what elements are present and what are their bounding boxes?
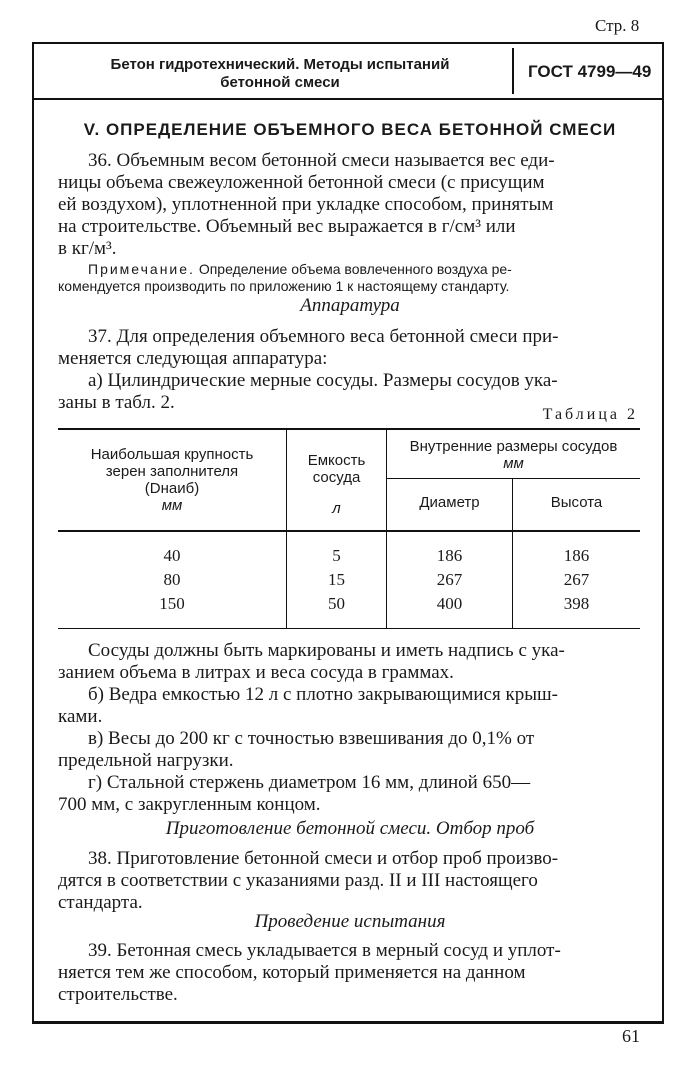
note-line: [58, 261, 640, 278]
header-divider: [512, 48, 514, 94]
paragraph-37: [58, 326, 640, 414]
text-line: 39. Бетонная смесь укладывается в мерный сосуд и уплот-: [88, 940, 561, 961]
text-line: дятся в соответствии с указаниями разд. II и III настоящего: [58, 870, 538, 891]
page-number: 61: [622, 1026, 640, 1046]
header-line: Внутренние размеры сосудов: [409, 438, 618, 455]
text-line: няется тем же способом, который применяется на данном: [58, 962, 526, 983]
text-line: меняется следующая аппаратура:: [58, 348, 328, 369]
text-line: г) Стальной стержень диаметром 16 мм, длиной 650—: [88, 772, 531, 793]
bottom-rule: [32, 1021, 664, 1024]
text-line: 700 мм, с закругленным концом.: [58, 794, 321, 815]
table-header-capacity: [287, 452, 386, 517]
cell-diameter: 186: [436, 546, 463, 565]
cell-height: 186: [563, 546, 590, 565]
text-line: а) Цилиндрические мерные сосуды. Размеры сосудов ука-: [88, 370, 558, 391]
document-title-line: бетонной смеси: [220, 74, 340, 91]
frame-left: [32, 42, 34, 1024]
table-header-height: Высота: [550, 494, 603, 511]
text-line: занием объема в литрах и веса сосуда в граммах.: [58, 662, 454, 683]
document-title: [60, 56, 500, 92]
note: [58, 261, 640, 295]
table-header-inner-dimensions: [387, 438, 640, 472]
header-line: (Dнаиб): [144, 480, 200, 497]
table-header-size: [58, 446, 286, 514]
text-line: в кг/м³.: [58, 238, 117, 259]
cell-capacity: 50: [328, 594, 345, 613]
table-top-rule: [58, 428, 640, 430]
header-bottom-rule: [32, 98, 664, 100]
paragraph-39: [58, 940, 640, 1006]
standard-number: ГОСТ 4799—49: [528, 62, 652, 81]
page-reference: Стр. 8: [595, 16, 640, 35]
cell-capacity: 5: [332, 546, 341, 565]
table-bottom-rule: [58, 628, 640, 629]
table-header-diameter: Диаметр: [419, 494, 480, 511]
header-line: сосуда: [312, 469, 361, 486]
header-line: зерен заполнителя: [105, 463, 239, 480]
text-line: стандарта.: [58, 892, 143, 913]
text-line: б) Ведра емкостью 12 л с плотно закрывающимися крыш-: [88, 684, 558, 705]
text-line: 38. Приготовление бетонной смеси и отбор проб произво-: [88, 848, 559, 869]
cell-diameter: 267: [436, 570, 463, 589]
top-rule: [32, 42, 664, 44]
header-unit: л: [332, 500, 341, 517]
subhead-preparation: Приготовление бетонной смеси. Отбор проб: [165, 818, 535, 839]
table-caption: Таблица 2: [542, 406, 638, 423]
section-title: V. ОПРЕДЕЛЕНИЕ ОБЪЕМНОГО ВЕСА БЕТОННОЙ СМЕСИ: [83, 120, 617, 139]
note-line: комендуется производить по приложению 1 к настоящему стандарту.: [58, 278, 510, 294]
paragraph-38: [58, 848, 640, 914]
cell-size: 40: [163, 546, 181, 565]
header-unit: мм: [161, 497, 183, 514]
text-line: предельной нагрузки.: [58, 750, 234, 771]
apparatus-list: [58, 640, 640, 816]
note-label: Примечание.: [88, 261, 195, 277]
document-title-line: Бетон гидротехнический. Методы испытаний: [110, 56, 450, 73]
header-unit: мм: [503, 455, 524, 472]
cell-capacity: 15: [328, 570, 345, 589]
cell-height: 267: [563, 570, 590, 589]
cell-size: 150: [159, 594, 185, 613]
paragraph-36: [58, 150, 640, 260]
text-line: на строительстве. Объемный вес выражается в г/см³ или: [58, 216, 516, 237]
frame-right: [662, 42, 664, 1024]
text-line: в) Весы до 200 кг с точностью взвешивания до 0,1% от: [88, 728, 535, 749]
cell-height: 398: [563, 594, 590, 613]
text-line: ницы объема свежеуложенной бетонной смеси (с присущим: [58, 172, 545, 193]
note-text: Определение объема вовлеченного воздуха ре-: [198, 261, 512, 277]
text-line: ей воздухом), уплотненной при укладке способом, принятым: [58, 194, 554, 215]
text-line: 36. Объемным весом бетонной смеси называется вес еди-: [88, 150, 555, 171]
text-line: строительстве.: [58, 984, 178, 1005]
text-line: заны в табл. 2.: [58, 392, 175, 413]
text-line: Сосуды должны быть маркированы и иметь надпись с ука-: [88, 640, 565, 661]
cell-diameter: 400: [436, 594, 463, 613]
subhead-test: Проведение испытания: [254, 911, 446, 932]
table-header-subrule: [386, 478, 640, 479]
text-line: ками.: [58, 706, 103, 727]
header-line: Емкость: [307, 452, 366, 469]
text-line: 37. Для определения объемного веса бетонной смеси при-: [88, 326, 559, 347]
cell-size: 80: [163, 570, 181, 589]
table-header-bottom-rule: [58, 530, 640, 532]
subhead-apparatus: Аппаратура: [300, 295, 400, 316]
header-line: Наибольшая крупность: [90, 446, 254, 463]
